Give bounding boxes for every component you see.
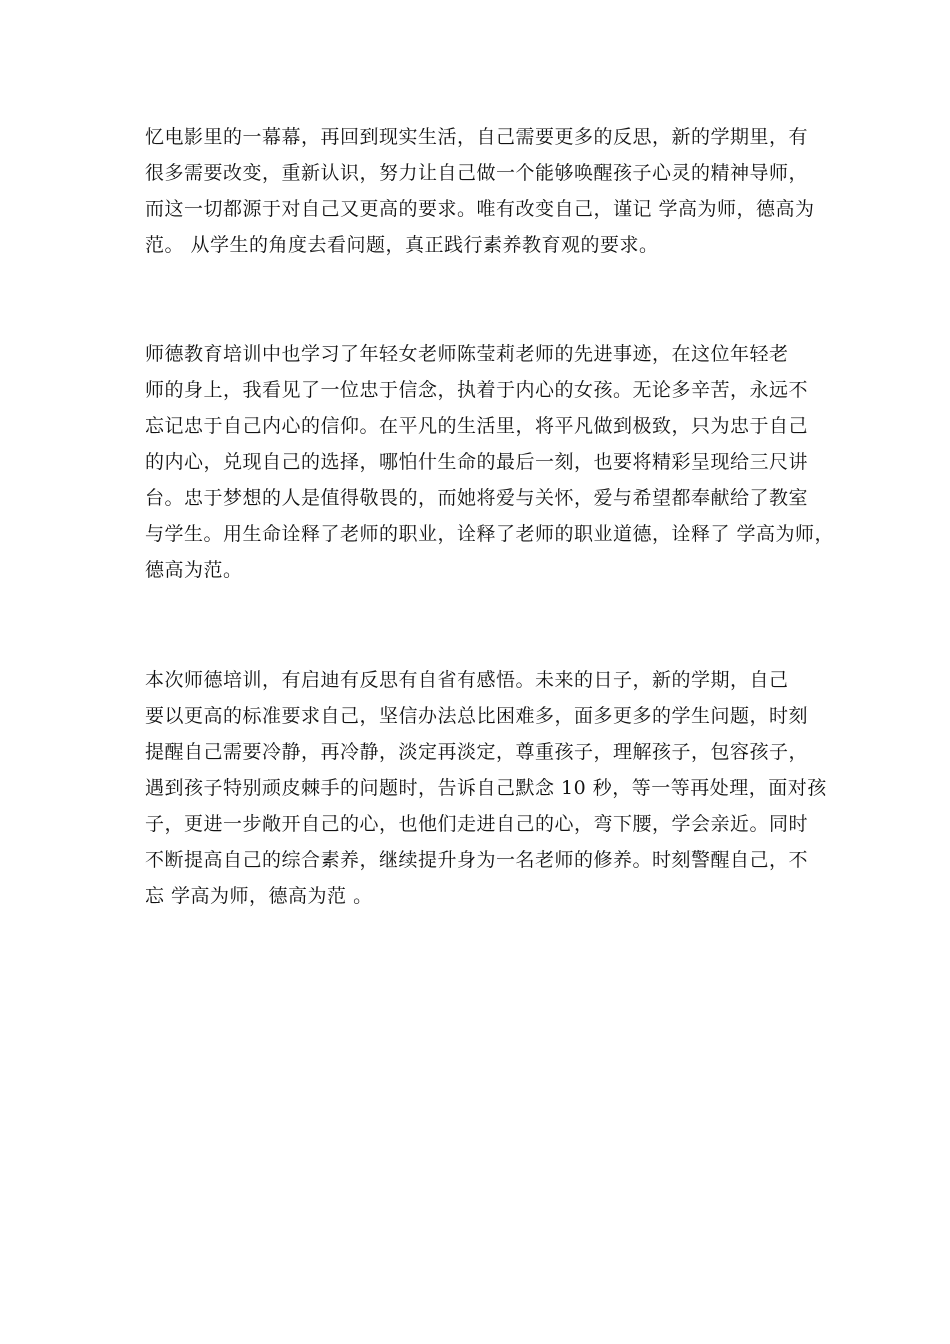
- text-line: 子，更进一步敞开自己的心，也他们走进自己的心，弯下腰，学会亲近。同时: [145, 813, 809, 835]
- text-line: 忆电影里的一幕幕，再回到现实生活，自己需要更多的反思，新的学期里，有: [145, 126, 809, 148]
- text-line: 德高为范。: [145, 559, 243, 581]
- text-line: 本次师德培训，有启迪有反思有自省有感悟。未来的日子，新的学期，自己: [145, 669, 789, 691]
- paragraph-conclusion: [145, 662, 825, 914]
- paragraph-reflection: [145, 119, 825, 263]
- text-line: 与学生。用生命诠释了老师的职业，诠释了老师的职业道德，诠释了 学高为师，: [145, 523, 835, 545]
- text-line: 台。忠于梦想的人是值得敬畏的，而她将爱与关怀，爱与希望都奉献给了教室: [145, 487, 809, 509]
- text-line: 的内心，兑现自己的选择，哪怕什生命的最后一刻，也要将精彩呈现给三尺讲: [145, 451, 809, 473]
- text-line: 遇到孩子特别顽皮棘手的问题时，告诉自己默念 10 秒，等一等再处理，面对孩: [145, 777, 827, 799]
- text-line: 忘记忠于自己内心的信仰。在平凡的生活里，将平凡做到极致，只为忠于自己: [145, 415, 809, 437]
- text-line: 很多需要改变，重新认识，努力让自己做一个能够唤醒孩子心灵的精神导师，: [145, 162, 809, 184]
- text-line: 不断提高自己的综合素养，继续提升身为一名老师的修养。时刻警醒自己，不: [145, 849, 809, 871]
- text-line: 提醒自己需要冷静，再冷静，淡定再淡定，尊重孩子，理解孩子，包容孩子，: [145, 741, 809, 763]
- text-line: 忘 学高为师，德高为范 。: [145, 885, 373, 907]
- paragraph-role-model: [145, 336, 835, 588]
- text-line: 要以更高的标准要求自己，坚信办法总比困难多，面多更多的学生问题，时刻: [145, 705, 809, 727]
- text-line: 师德教育培训中也学习了年轻女老师陈莹莉老师的先进事迹，在这位年轻老: [145, 343, 789, 365]
- text-line: 而这一切都源于对自己又更高的要求。唯有改变自己，谨记 学高为师，德高为: [145, 198, 815, 220]
- text-line: 师的身上，我看见了一位忠于信念，执着于内心的女孩。无论多辛苦，永远不: [145, 379, 809, 401]
- text-line: 范。 从学生的角度去看问题，真正践行素养教育观的要求。: [145, 234, 659, 256]
